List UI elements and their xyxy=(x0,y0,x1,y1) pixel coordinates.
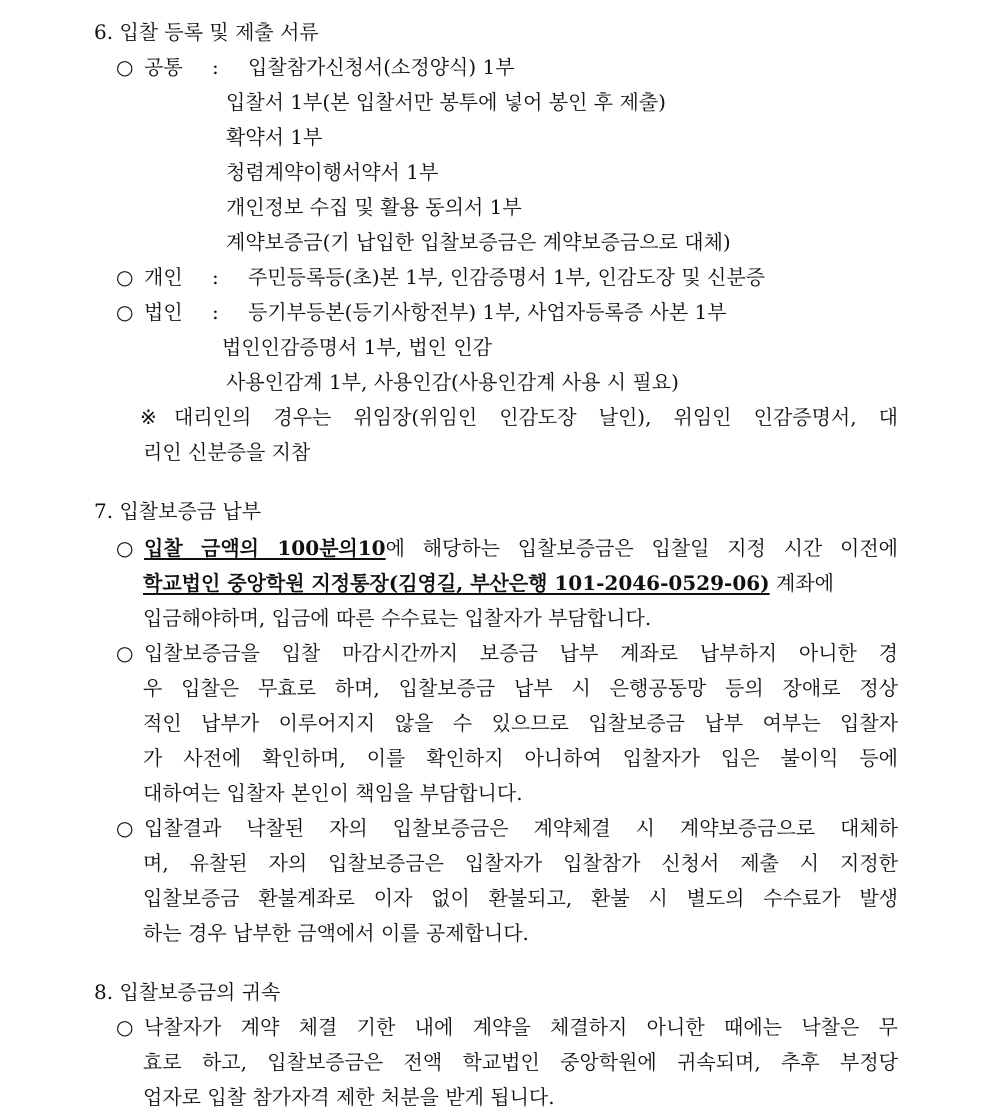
common-item: 청렴계약이행서약서 1부 xyxy=(226,160,439,184)
paragraph-line xyxy=(116,636,898,670)
bullet-circle: ○ xyxy=(116,536,134,560)
paragraph-line: 우 입찰은 무효로 하며, 입찰보증금 납부 시 은행공동망 등의 장애로 정상 xyxy=(143,676,898,700)
individual-docs-text: 주민등록등(초)본 1부, 인감증명서 1부, 인감도장 및 신분증 xyxy=(248,265,765,289)
proxy-note-line xyxy=(140,400,898,434)
bullet-circle: ○ xyxy=(116,300,134,324)
paragraph-line xyxy=(116,811,898,845)
bank-account-emphasis: 학교법인 중앙학원 지정통장(김영길, 부산은행 101-2046-0529-06) xyxy=(143,571,770,595)
deposit-account-suffix: 계좌에 xyxy=(769,571,834,595)
colon: : xyxy=(212,300,219,324)
corporation-docs-line xyxy=(116,295,727,329)
bullet-circle: ○ xyxy=(116,816,134,840)
corporation-item: 등기부등본(등기사항전부) 1부, 사업자등록증 사본 1부 xyxy=(248,300,727,324)
deposit-account-line xyxy=(143,566,898,600)
deposit-fee-line: 입금해야하며, 입금에 따른 수수료는 입찰자가 부담합니다. xyxy=(143,606,652,630)
common-item: 확약서 1부 xyxy=(226,125,323,149)
common-item: 개인정보 수집 및 활용 동의서 1부 xyxy=(226,195,522,219)
paragraph-text: 입찰보증금을 입찰 마감시간까지 보증금 납부 계좌로 납부하지 아니한 경 xyxy=(144,641,898,665)
individual-label: 개인 xyxy=(144,265,183,289)
common-item: 계약보증금(기 납입한 입찰보증금은 계약보증금으로 대체) xyxy=(226,230,731,254)
deposit-amount-text: 에 해당하는 입찰보증금은 입찰일 지정 시간 이전에 xyxy=(385,536,898,560)
paragraph-text: 낙찰자가 계약 체결 기한 내에 계약을 체결하지 아니한 때에는 낙찰은 무 xyxy=(144,1015,898,1039)
bullet-circle: ○ xyxy=(116,641,134,665)
common-item: 입찰서 1부(본 입찰서만 봉투에 넣어 봉인 후 제출) xyxy=(226,90,666,114)
paragraph-line: 가 사전에 확인하며, 이를 확인하지 아니하여 입찰자가 입은 불이익 등에 xyxy=(143,746,898,770)
paragraph-line: 하는 경우 납부한 금액에서 이를 공제합니다. xyxy=(143,921,529,945)
paragraph-text: 입찰결과 낙찰된 자의 입찰보증금은 계약체결 시 계약보증금으로 대체하 xyxy=(144,816,898,840)
corporation-label: 법인 xyxy=(144,300,183,324)
corporation-item: 법인인감증명서 1부, 법인 인감 xyxy=(222,335,492,359)
section-6-heading: 6. 입찰 등록 및 제출 서류 xyxy=(94,20,319,44)
individual-docs-line xyxy=(116,260,765,294)
colon: : xyxy=(212,55,219,79)
paragraph-line: 업자로 입찰 참가자격 제한 처분을 받게 됩니다. xyxy=(143,1085,555,1109)
common-label: 공통 xyxy=(144,55,183,79)
paragraph-line: 대하여는 입찰자 본인이 책임을 부담합니다. xyxy=(143,781,523,805)
note-mark: ※ xyxy=(140,405,157,429)
proxy-note-cont: 리인 신분증을 지참 xyxy=(143,440,311,464)
corporation-item: 사용인감계 1부, 사용인감(사용인감계 사용 시 필요) xyxy=(226,370,679,394)
deposit-rate-emphasis: 입찰 금액의 100분의10 xyxy=(144,536,386,560)
bullet-circle: ○ xyxy=(116,265,134,289)
paragraph-line: 적인 납부가 이루어지지 않을 수 있으므로 입찰보증금 납부 여부는 입찰자 xyxy=(143,711,898,735)
common-item: 입찰참가신청서(소정양식) 1부 xyxy=(248,55,515,79)
paragraph-line xyxy=(116,1010,898,1044)
bullet-circle: ○ xyxy=(116,1015,134,1039)
paragraph-line: 며, 유찰된 자의 입찰보증금은 입찰자가 입찰참가 신청서 제출 시 지정한 xyxy=(143,851,898,875)
paragraph-line: 입찰보증금 환불계좌로 이자 없이 환불되고, 환불 시 별도의 수수료가 발생 xyxy=(143,886,898,910)
proxy-note-text: 대리인의 경우는 위임장(위임인 인감도장 날인), 위임인 인감증명서, 대 xyxy=(174,405,898,429)
colon: : xyxy=(212,265,219,289)
section-8-heading: 8. 입찰보증금의 귀속 xyxy=(94,980,281,1004)
deposit-amount-line xyxy=(116,531,898,565)
paragraph-line: 효로 하고, 입찰보증금은 전액 학교법인 중앙학원에 귀속되며, 추후 부정당 xyxy=(143,1050,898,1074)
section-7-heading: 7. 입찰보증금 납부 xyxy=(94,499,262,523)
bullet-circle: ○ xyxy=(116,55,134,79)
common-docs-line xyxy=(116,50,515,84)
